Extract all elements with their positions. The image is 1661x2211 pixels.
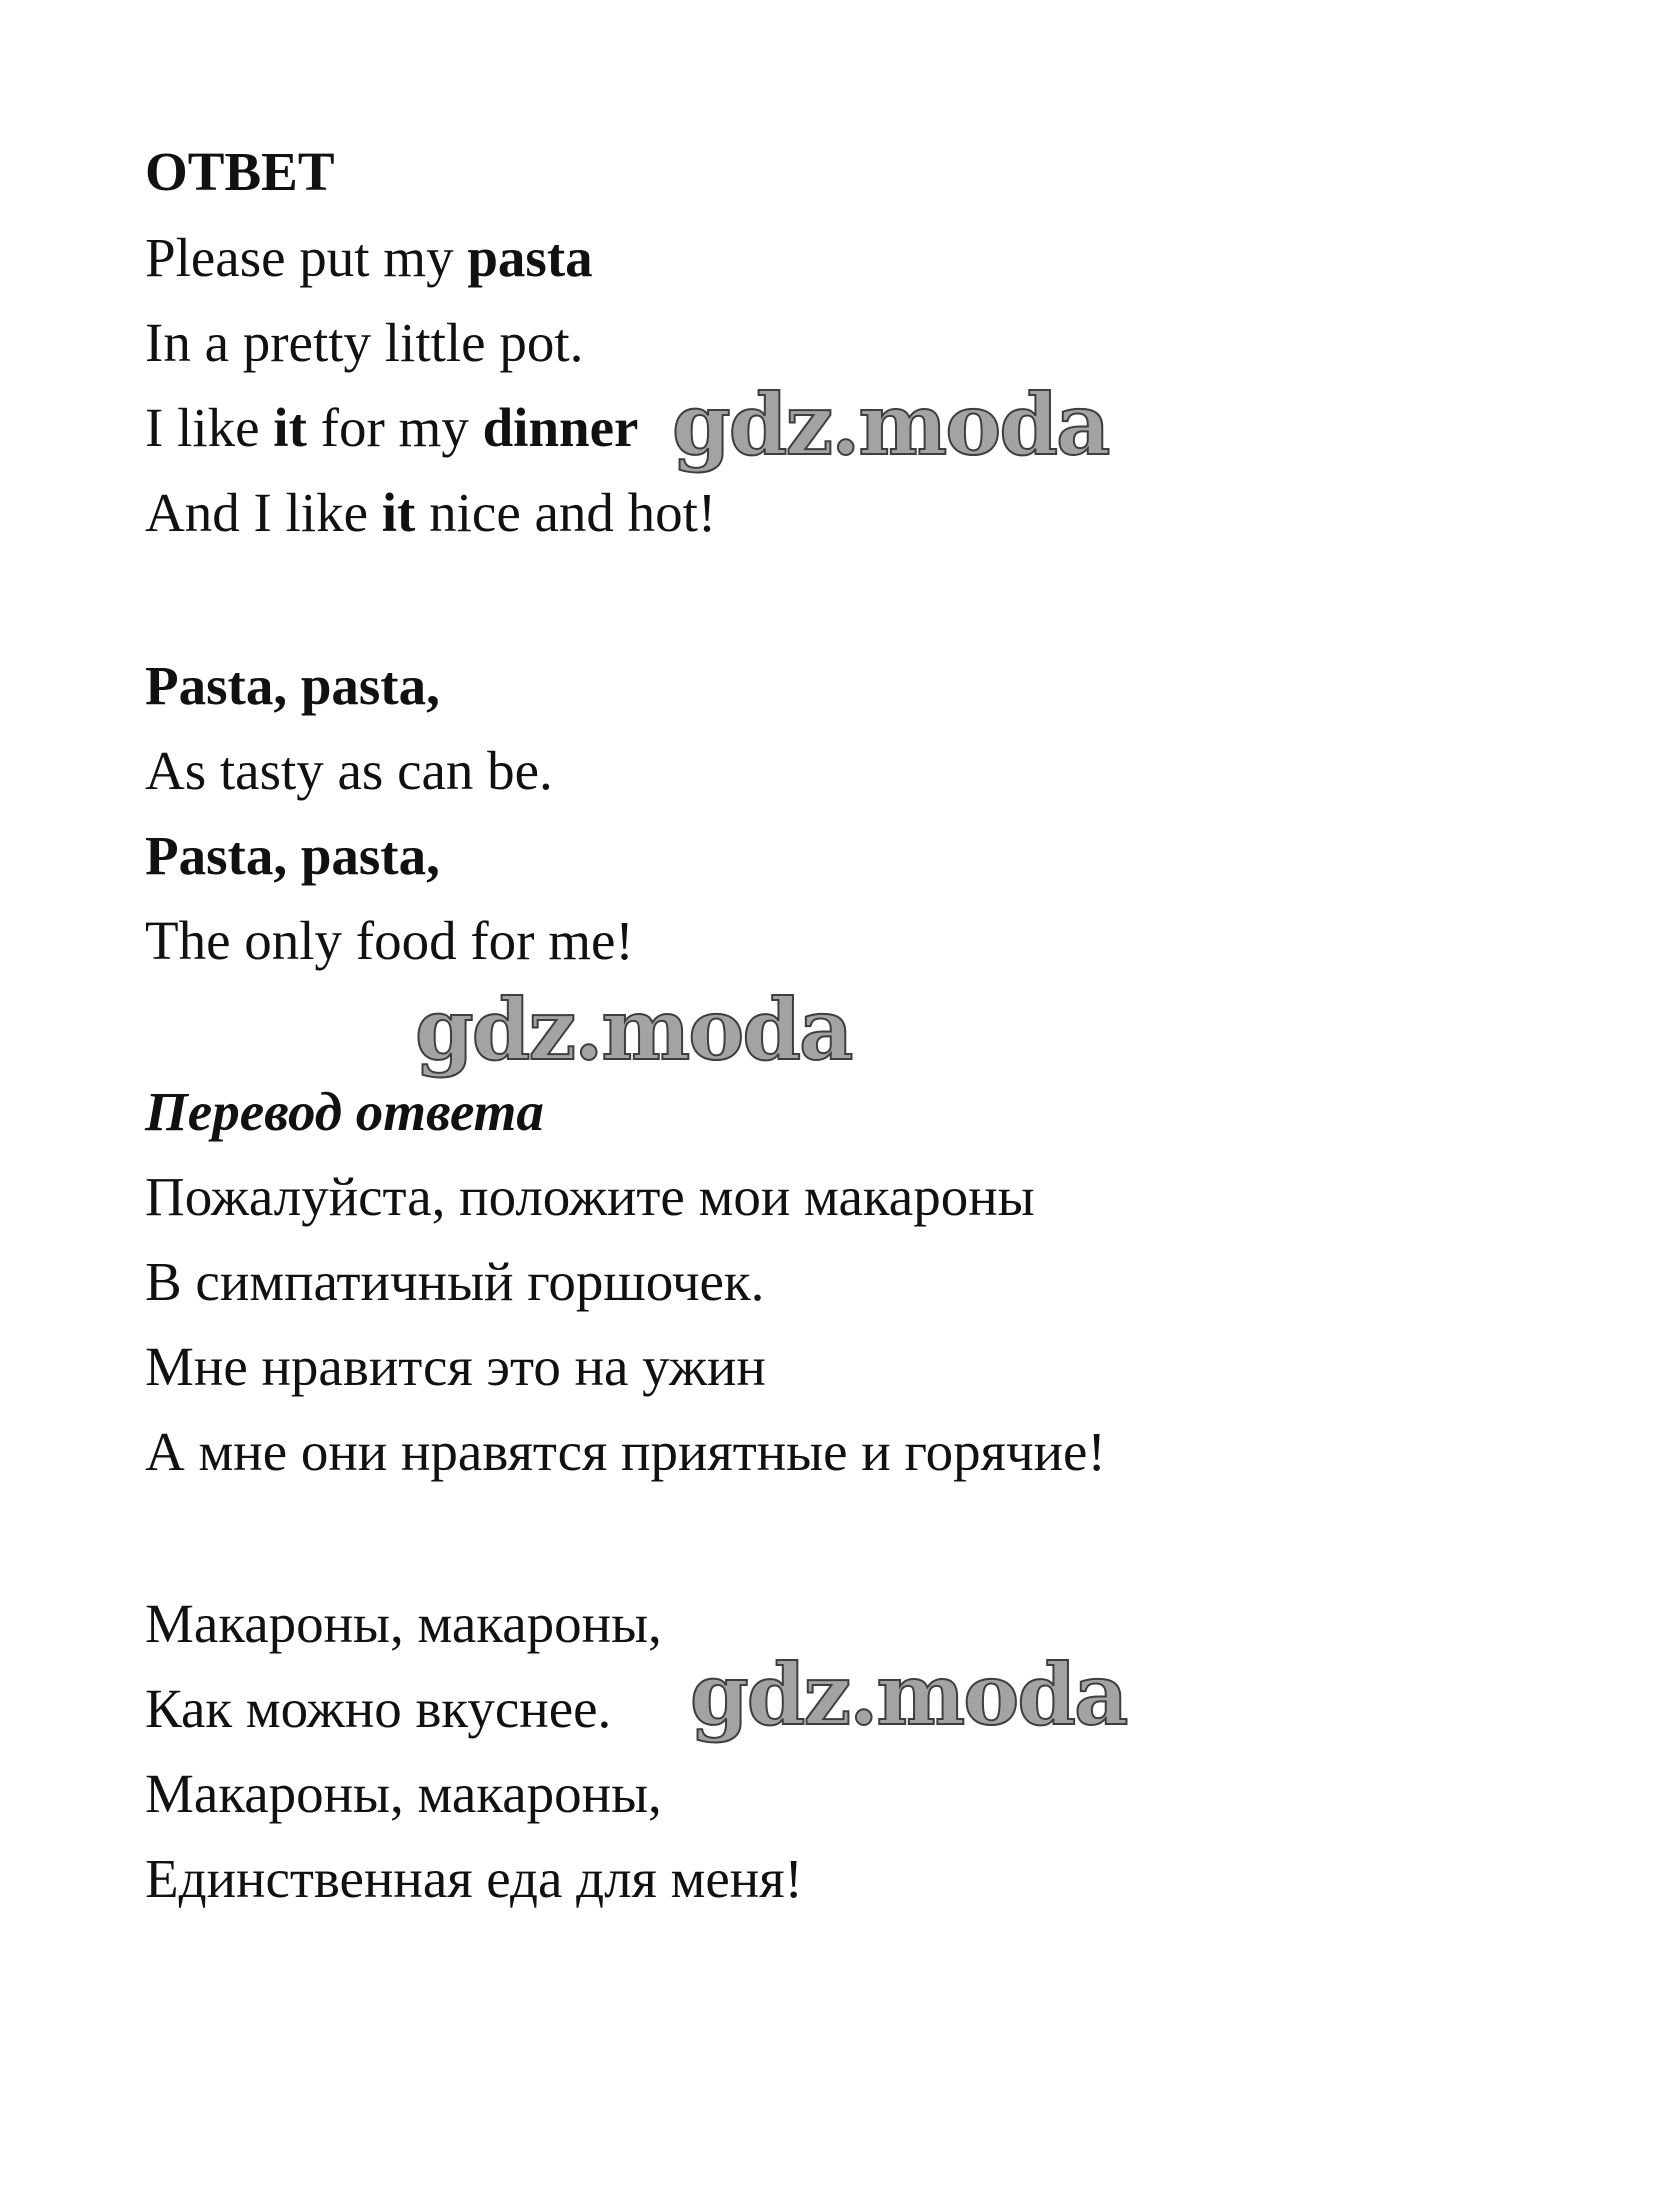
answer-stanza2-line2: As tasty as can be. [145,740,553,801]
answer-stanza1-line4 [145,481,716,545]
translation-stanza2-line2: Как можно вкуснее. [145,1678,612,1739]
text-span: Please put my [145,227,468,288]
watermark-logo: gdz.moda [415,980,852,1079]
bold-word: it [381,482,416,543]
translation-stanza1-line3: Мне нравится это на ужин [145,1336,766,1397]
translation-stanza1-line2: В симпатичный горшочек. [145,1251,765,1312]
text-span: And I like [145,482,382,543]
translation-stanza2-line3: Макароны, макароны, [145,1763,662,1824]
answer-stanza2-line3: Pasta, pasta, [145,825,440,886]
text-span: for my [306,397,483,458]
translation-stanza1-line1: Пожалуйста, положите мои макароны [145,1166,1035,1227]
answer-stanza1-line3 [145,396,638,460]
translation-heading: Перевод ответа [145,1081,544,1142]
watermark-logo: gdz.moda [690,1645,1127,1744]
bold-word: pasta [467,227,593,288]
translation-stanza1-line4: А мне они нравятся приятные и горячие! [145,1421,1106,1482]
text-span: nice and hot! [415,482,717,543]
watermark-logo: gdz.moda [672,375,1109,474]
bold-word: it [273,397,307,458]
answer-stanza1-line2: In a pretty little pot. [145,312,584,373]
answer-heading: ОТВЕТ [145,141,335,202]
answer-stanza2-line1: Pasta, pasta, [145,655,440,716]
text-span: I like [145,397,274,458]
answer-stanza2-line4: The only food for me! [145,910,634,971]
translation-stanza2-line4: Единственная еда для меня! [145,1848,803,1909]
translation-stanza2-line1: Макароны, макароны, [145,1593,662,1654]
bold-word: dinner [482,397,639,458]
answer-stanza1-line1 [145,226,593,290]
